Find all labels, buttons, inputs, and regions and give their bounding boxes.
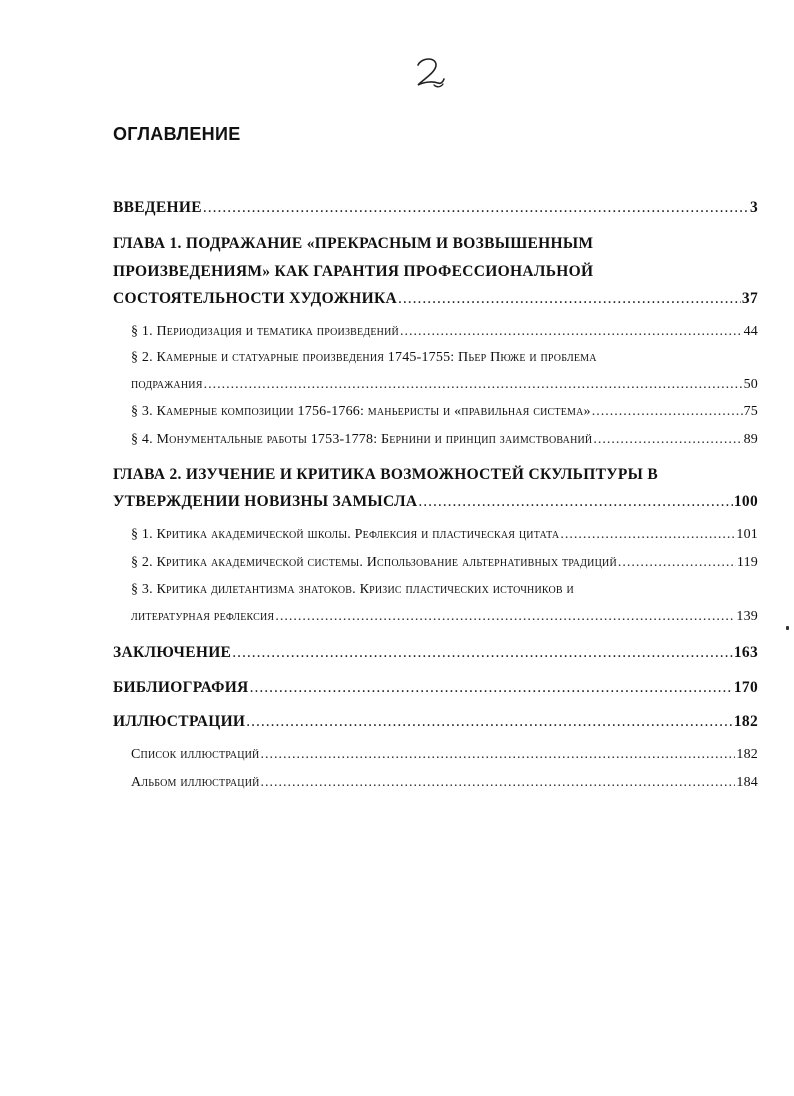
toc-entry-page: 100 xyxy=(733,493,758,510)
toc-entry-page: 163 xyxy=(733,644,758,661)
dot-leader xyxy=(246,713,733,731)
toc-entry-illustrations[interactable] xyxy=(113,713,758,731)
toc-entry-ch2-sec1[interactable] xyxy=(131,527,758,543)
toc-entry-title: ЗАКЛЮЧЕНИЕ xyxy=(113,644,232,661)
toc-chapter1-title-line1[interactable]: ГЛАВА 1. ПОДРАЖАНИЕ «ПРЕКРАСНЫМ И ВОЗВЫШЕННЫМ xyxy=(113,235,594,252)
dot-leader xyxy=(204,377,743,393)
toc-entry-title: § 1. Критика академической школы. Рефлексия и пластическая цитата xyxy=(131,527,560,542)
toc-entry-illustrations-list[interactable] xyxy=(131,747,758,763)
toc-entry-page: 170 xyxy=(733,679,758,696)
toc-entry-page: 44 xyxy=(743,324,758,339)
dot-leader xyxy=(250,679,733,697)
toc-entry-page: 182 xyxy=(736,747,758,762)
toc-entry-ch1-sec2[interactable] xyxy=(131,377,758,393)
toc-entry-title: подражания xyxy=(131,377,203,392)
toc-entry-title: Список иллюстраций xyxy=(131,747,260,762)
toc-entry-chapter1[interactable] xyxy=(113,290,758,308)
dot-leader xyxy=(260,747,735,763)
dot-leader xyxy=(203,199,749,217)
toc-entry-conclusion[interactable] xyxy=(113,644,758,662)
toc-entry-title: СОСТОЯТЕЛЬНОСТИ ХУДОЖНИКА xyxy=(113,290,397,307)
toc-entry-ch1-sec4[interactable] xyxy=(131,432,758,448)
toc-entry-page: 50 xyxy=(743,377,758,392)
toc-entry-title: УТВЕРЖДЕНИИ НОВИЗНЫ ЗАМЫСЛА xyxy=(113,493,418,510)
toc-entry-page: 89 xyxy=(743,432,758,447)
toc-entry-page: 182 xyxy=(733,713,758,730)
toc-entry-title: Альбом иллюстраций xyxy=(131,775,260,790)
toc-entry-title: § 2. Критика академической системы. Использование альтернативных традиций xyxy=(131,555,617,570)
toc-entry-title: ВВЕДЕНИЕ xyxy=(113,199,202,216)
scan-speck xyxy=(786,626,789,630)
toc-entry-title: БИБЛИОГРАФИЯ xyxy=(113,679,249,696)
dot-leader xyxy=(400,324,743,340)
toc-entry-page: 37 xyxy=(741,290,758,307)
toc-entry-page: 75 xyxy=(743,404,758,419)
dot-leader xyxy=(618,555,736,571)
toc-ch1-sec2-title-line1[interactable]: § 2. Камерные и статуарные произведения 1745-1755: Пьер Пюже и проблема xyxy=(131,350,597,365)
toc-chapter2-title-line1[interactable]: ГЛАВА 2. ИЗУЧЕНИЕ И КРИТИКА ВОЗМОЖНОСТЕЙ СКУЛЬПТУРЫ В xyxy=(113,466,658,483)
dot-leader xyxy=(275,609,735,625)
dot-leader xyxy=(592,404,743,420)
toc-entry-ch2-sec2[interactable] xyxy=(131,555,758,571)
dot-leader xyxy=(418,493,732,511)
toc-entry-illustrations-album[interactable] xyxy=(131,775,758,791)
dot-leader xyxy=(398,290,741,308)
document-title: ОГЛАВЛЕНИЕ xyxy=(113,124,241,144)
toc-entry-page: 101 xyxy=(736,527,758,542)
toc-entry-title: § 3. Камерные композиции 1756-1766: маньеристы и «правильная система» xyxy=(131,404,591,419)
toc-entry-bibliography[interactable] xyxy=(113,679,758,697)
toc-entry-title: литературная рефлексия xyxy=(131,609,275,624)
dot-leader xyxy=(593,432,742,448)
toc-entry-page: 3 xyxy=(749,199,758,216)
toc-chapter1-title-line2[interactable]: ПРОИЗВЕДЕНИЯМ» КАК ГАРАНТИЯ ПРОФЕССИОНАЛЬНОЙ xyxy=(113,263,594,280)
toc-entry-intro[interactable] xyxy=(113,199,758,217)
dot-leader xyxy=(232,644,733,662)
toc-entry-page: 184 xyxy=(736,775,758,790)
toc-entry-ch1-sec1[interactable] xyxy=(131,324,758,340)
toc-entry-page: 119 xyxy=(736,555,758,570)
toc-entry-page: 139 xyxy=(736,609,758,624)
toc-entry-title: ИЛЛЮСТРАЦИИ xyxy=(113,713,246,730)
dot-leader xyxy=(261,775,736,791)
toc-entry-title: § 4. Монументальные работы 1753-1778: Бернини и принцип заимствований xyxy=(131,432,593,447)
toc-entry-title: § 1. Периодизация и тематика произведений xyxy=(131,324,399,339)
toc-entry-chapter2[interactable] xyxy=(113,493,758,511)
toc-entry-ch2-sec3[interactable] xyxy=(131,609,758,625)
toc-entry-ch1-sec3[interactable] xyxy=(131,404,758,420)
dot-leader xyxy=(560,527,735,543)
toc-ch2-sec3-title-line1[interactable]: § 3. Критика дилетантизма знатоков. Кризис пластических источников и xyxy=(131,582,574,597)
